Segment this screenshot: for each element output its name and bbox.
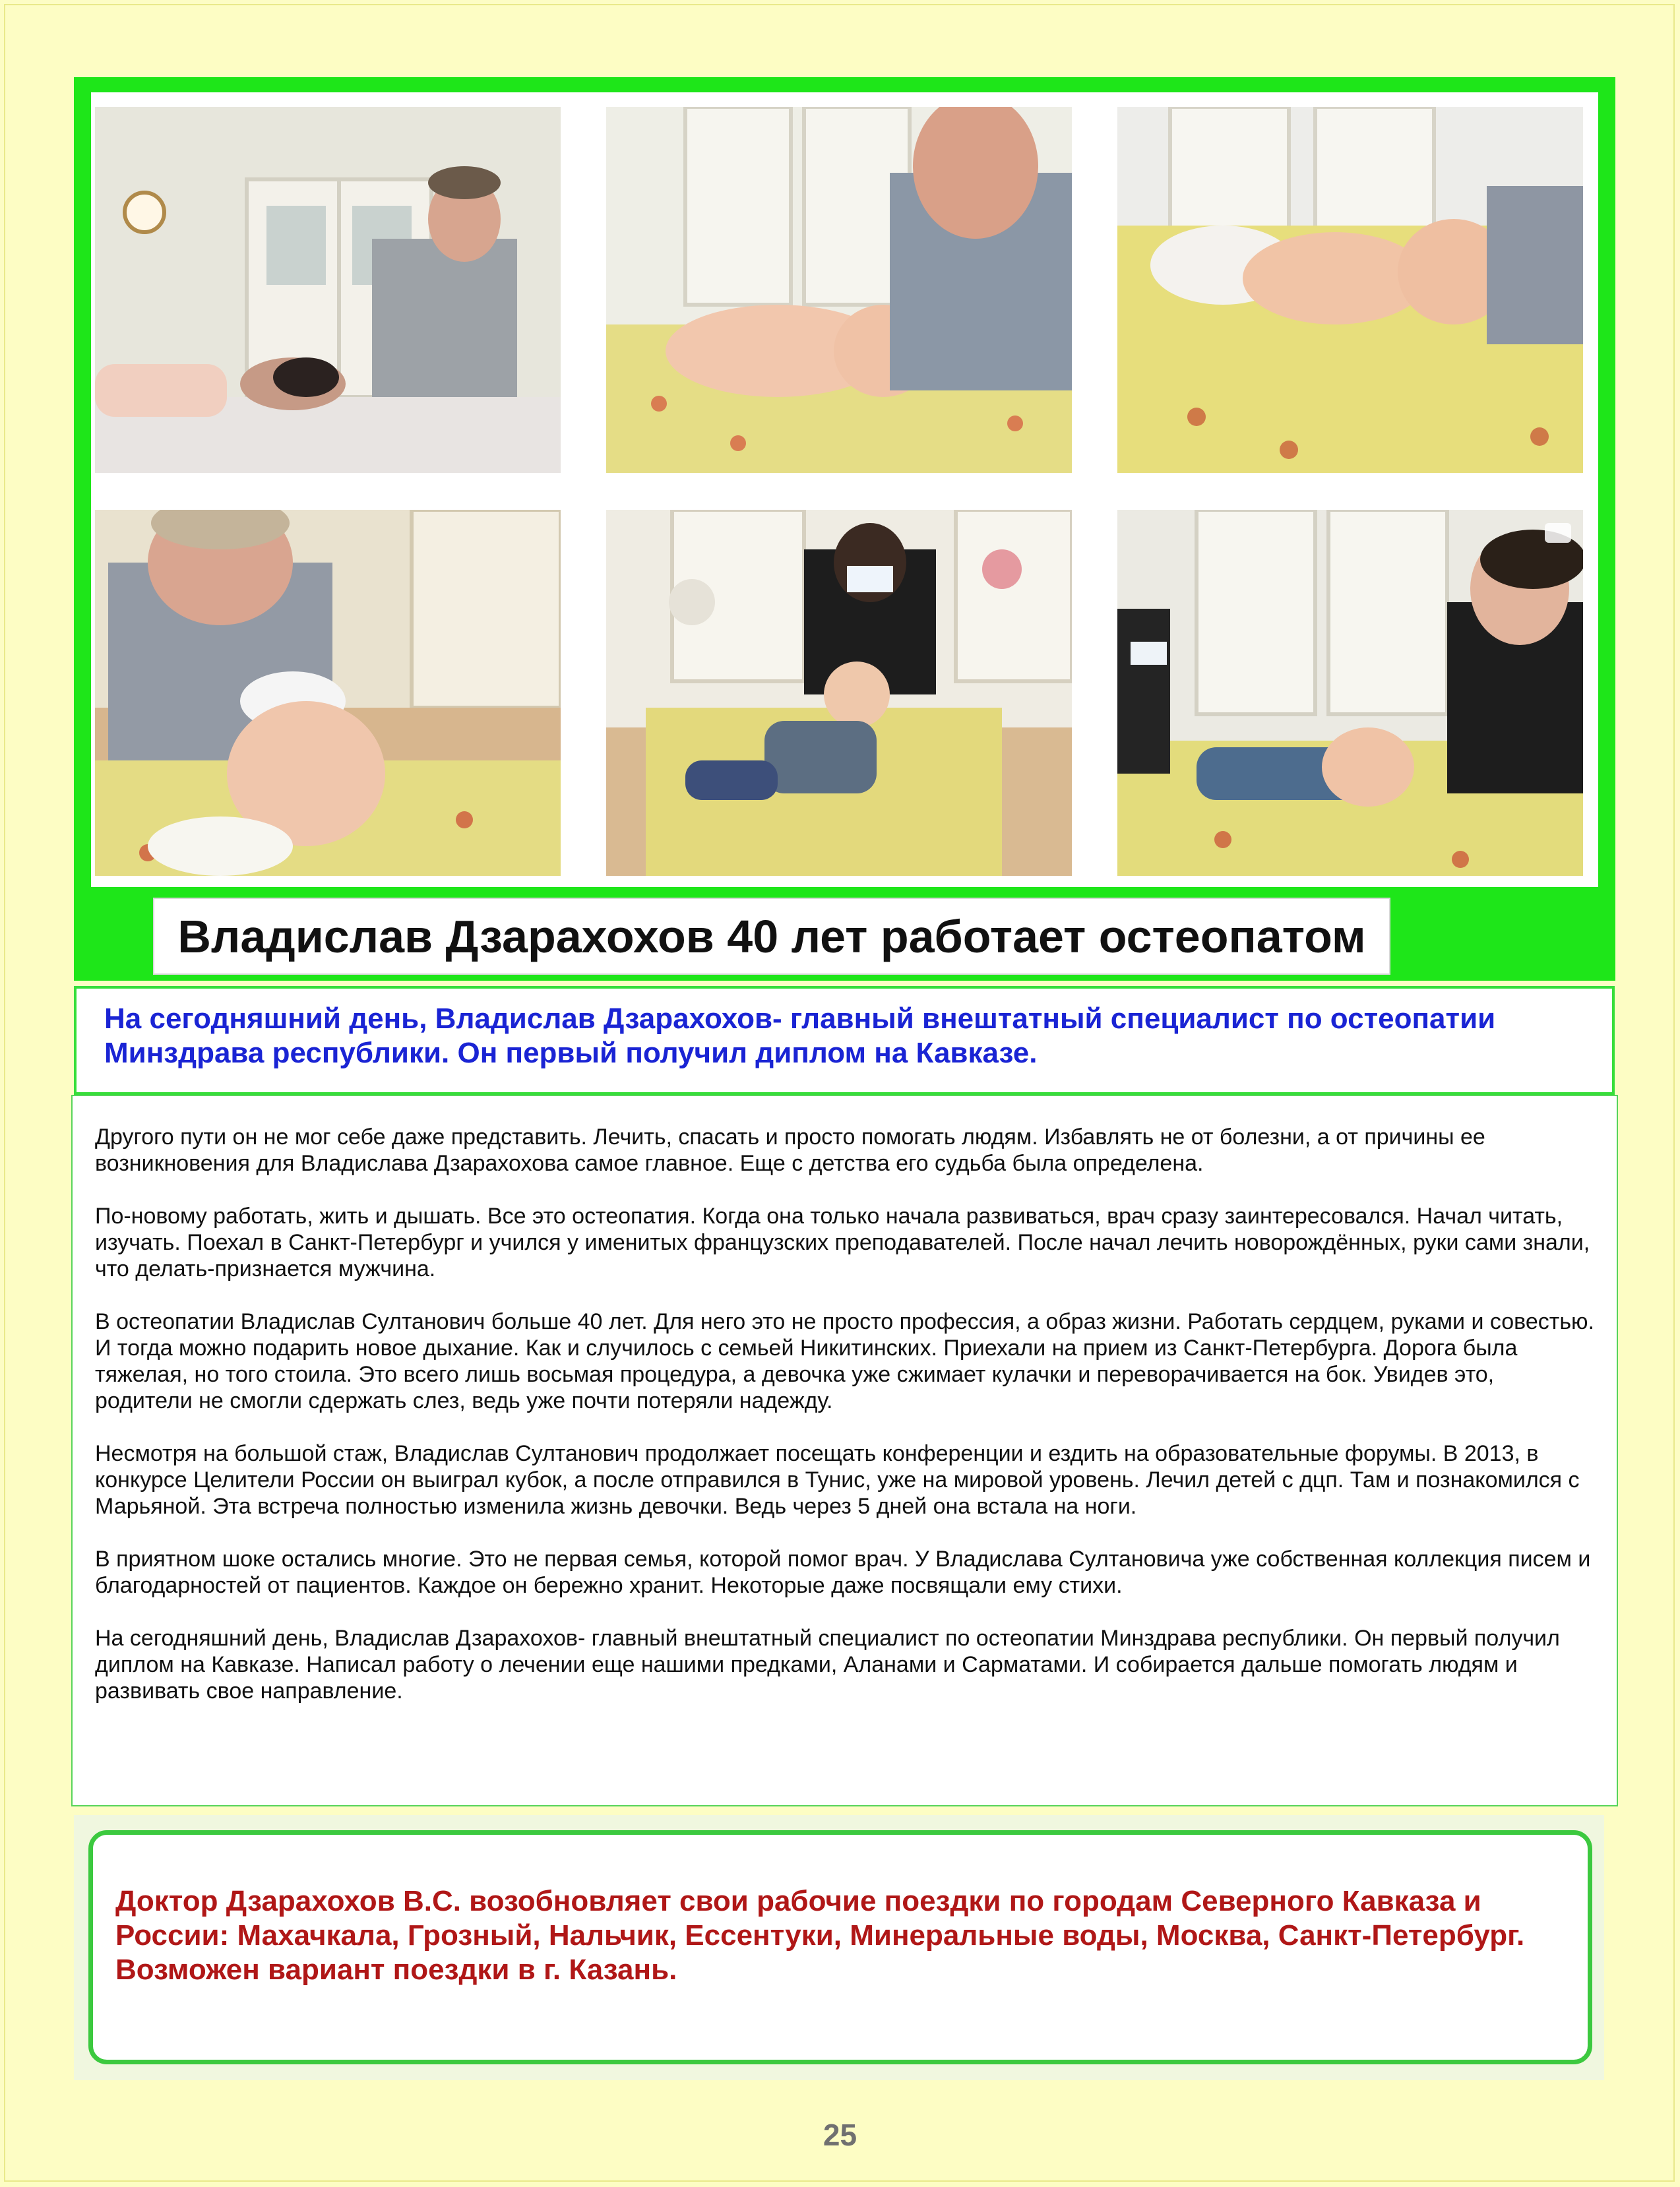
body-paragraph: На сегодняшний день, Владислав Дзарахохов- главный внештатный специалист по остеопатии Минздрава республики. Он первый получил диплом на Кавказе. Написал работу о лечении еще нашими предками, Аланами и Сарматами. И собирается дальше помогать людям и развивать свое направление.: [95, 1626, 1560, 1704]
body-paragraph: Другого пути он не мог себе даже представить. Лечить, спасать и просто помогать людям. Избавлять не от болезни, а от причины ее возникновения для Владислава Дзарахохова самое главное. Еще с детства его судьба была определена.: [95, 1124, 1485, 1176]
lead-box: [74, 986, 1615, 1095]
photo-doctor-with-woman: [95, 107, 561, 473]
photo-specialist-with-baby: [1117, 510, 1583, 876]
photo-infant-treatment: [1117, 107, 1583, 473]
title-banner: [153, 898, 1390, 975]
article-title: Владислав Дзарахохов 40 лет работает остеопатом: [177, 910, 1366, 962]
page-number: 25: [823, 2118, 857, 2152]
body-paragraph: Несмотря на большой стаж, Владислав Султанович продолжает посещать конференции и ездить на образовательные форумы. В 2013, в конкурсе Целители России он выиграл кубок, а после отправился в Тунис, уже на мировой уровень. Лечил детей с дцп. Там и познакомился с Марьяной. Эта встреча полностью изменила жизнь девочки. Ведь через 5 дней она встала на ноги.: [95, 1441, 1580, 1519]
photo-doctor-gloves-infant: [95, 510, 561, 876]
lead-text: На сегодняшний день, Владислав Дзарахохов- главный внештатный специалист по остеопатии Минздрава республики. Он первый получил диплом на Кавказе.: [104, 1002, 1496, 1069]
photo-doctor-with-infant: [606, 107, 1072, 473]
notice-box: [88, 1830, 1592, 2064]
photo-nurse-with-toddler: [606, 510, 1072, 876]
body-paragraph: По-новому работать, жить и дышать. Все это остеопатия. Когда она только начала развиваться, врач сразу заинтересовался. Начал читать, изучать. Поехал в Санкт-Петербург и учился у именитых французских преподавателей. После начал лечить новорождённых, руки сами знали, что делать-признается мужчина.: [95, 1204, 1590, 1281]
body-paragraph: В остеопатии Владислав Султанович больше 40 лет. Для него это не просто профессия, а образ жизни. Работать сердцем, руками и совестью. И тогда можно подарить новое дыхание. Как и случилось с семьей Никитинских. Приехали на прием из Санкт-Петербурга. Дорога была тяжелая, но того стоила. Это всего лишь восьмая процедура, а девочка уже сжимает кулачки и переворачивается на бок. Увидев это, родители не смогли сдержать слез, ведь уже почти потеряли надежду.: [95, 1309, 1595, 1413]
notice-text: Доктор Дзарахохов В.С. возобновляет свои рабочие поездки по городам Северного Кавказа и России: Махачкала, Грозный, Нальчик, Ессентуки, Минеральные воды, Москва, Санкт-Петербург. Возможен вариант поездки в г. Казань.: [115, 1885, 1525, 1986]
photo-collage: [91, 92, 1598, 887]
article-body: [71, 1095, 1618, 1806]
body-paragraph: В приятном шоке остались многие. Это не первая семья, которой помог врач. У Владислава Султановича уже собственная коллекция писем и благодарностей от пациентов. Каждое он бережно хранит. Некоторые даже посвящали ему стихи.: [95, 1547, 1591, 1598]
